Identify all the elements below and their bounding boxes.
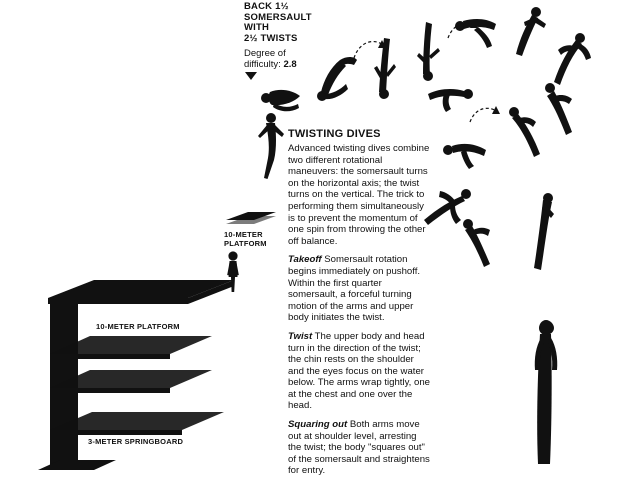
step-lead-squaring-out: Squaring out xyxy=(288,419,348,431)
figure-frame-3 xyxy=(310,54,358,104)
article-step-takeoff xyxy=(288,254,432,324)
figure-frame-14 xyxy=(524,190,564,274)
article-step-twist xyxy=(288,331,432,412)
figure-frame-13 xyxy=(454,214,498,270)
title-line-1: BACK 1½ xyxy=(244,1,289,12)
title-line-3: WITH xyxy=(244,22,270,33)
title-line-2: SOMERSAULT xyxy=(244,11,312,23)
label-springboard: 3-METER SPRINGBOARD xyxy=(88,437,184,446)
figure-frame-2 xyxy=(256,78,304,118)
article-heading: TWISTING DIVES xyxy=(288,128,381,140)
platform-icon-small xyxy=(224,206,278,228)
figure-frame-4 xyxy=(366,34,400,100)
figure-frame-7-apex xyxy=(506,2,550,60)
figure-frame-10 xyxy=(440,128,488,172)
label-platform-small: 10-METER PLATFORM xyxy=(224,230,267,248)
difficulty-label-line2: difficulty: xyxy=(244,59,281,70)
step-body-squaring-out: Both arms move out at shoulder level, arresting the twist; the body "squares out" of the somersault and straightens for entry. xyxy=(288,419,430,477)
figure-frame-1-takeoff xyxy=(254,112,288,182)
figure-standing-diver xyxy=(222,250,244,294)
diving-tower xyxy=(20,270,240,480)
step-body-takeoff: Somersault rotation begins immediately on pushoff. Within the first quarter somersault, a forceful turning motion of the arms and upper body initiates the twist. xyxy=(288,254,421,324)
step-lead-takeoff: Takeoff xyxy=(288,254,322,266)
figure-frame-9 xyxy=(424,74,474,120)
title-line-4: 2½ TWISTS xyxy=(244,32,298,44)
article-step-squaring-out xyxy=(288,419,432,477)
figure-frame-5 xyxy=(406,20,444,82)
difficulty-label-line1: Degree of xyxy=(244,48,286,59)
label-platform-large: 10-METER PLATFORM xyxy=(96,322,180,331)
article-intro: Advanced twisting dives combine two different rotational maneuvers: the somersault turns on the horizontal axis; the twist turns on the vertical. The trick to performing them simultaneously is to prevent the momentum of one spin from throwing the other off balance. xyxy=(288,143,430,247)
motion-arrow-3-icon xyxy=(468,104,502,128)
step-lead-twist: Twist xyxy=(288,330,313,342)
figure-frame-6 xyxy=(452,10,500,60)
article-text xyxy=(288,128,432,484)
figure-frame-15-entry xyxy=(524,318,570,468)
difficulty-value: 2.8 xyxy=(283,59,297,70)
figure-frame-right-a xyxy=(540,78,580,138)
step-body-twist: The upper body and head turn in the direction of the twist; the chin rests on the shoulder and the eyes focus on the water below. The arms wrap tightly, one at the chest and one over the head. xyxy=(288,330,431,412)
